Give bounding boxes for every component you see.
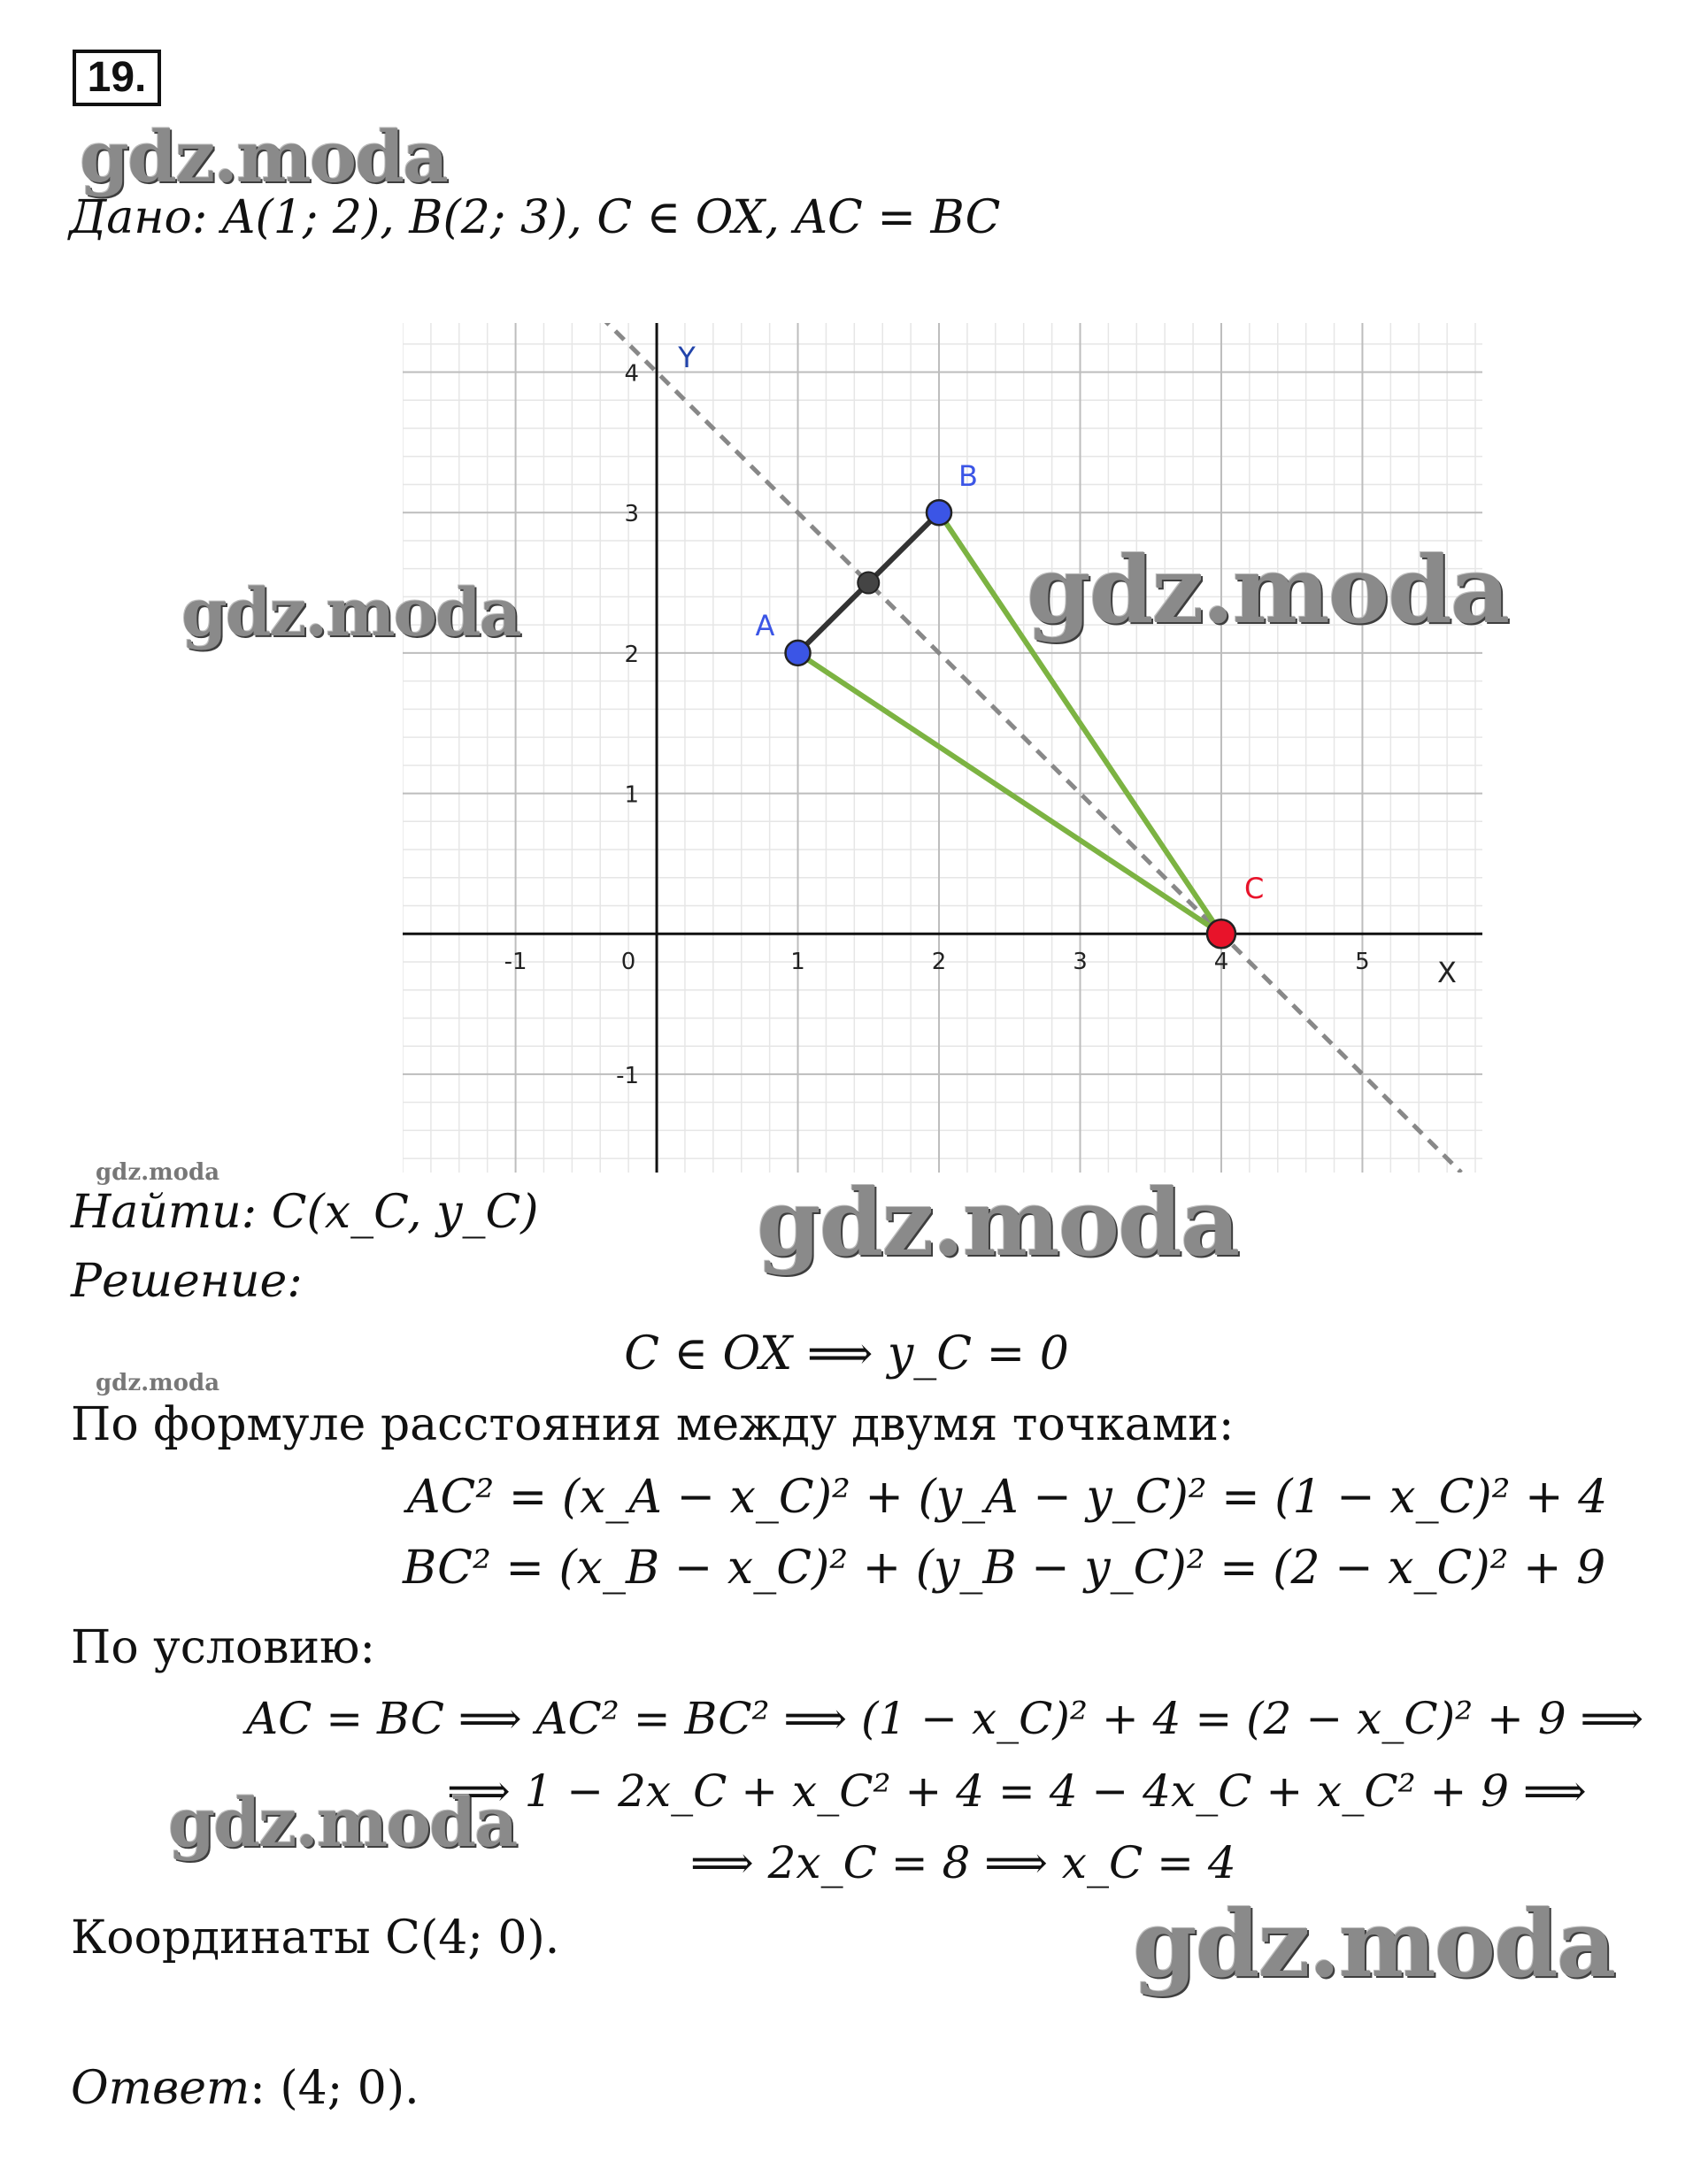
formula-label: По формуле расстояния между двумя точками:: [71, 1398, 1235, 1451]
y-tick-label: 2: [624, 641, 640, 668]
find-label: Найти: [71, 1186, 242, 1239]
watermark: gdz.moda: [757, 1168, 1239, 1277]
y-tick-label: 4: [624, 360, 640, 388]
x-tick-label: 2: [931, 949, 947, 976]
watermark: gdz.moda: [1133, 1889, 1615, 1998]
y-axis-label: Y: [678, 341, 696, 374]
equation-step-2: ⟹ 1 − 2x_C + x_C² + 4 = 4 − 4x_C + x_C² + 9 ⟹: [447, 1765, 1587, 1817]
point-label-c: C: [1243, 872, 1265, 906]
x-tick-label: -1: [504, 949, 527, 976]
watermark: gdz.moda: [1027, 535, 1509, 644]
point-label-b: B: [958, 459, 978, 494]
answer-label: Ответ: [71, 2062, 250, 2115]
solution-label: Решение:: [71, 1255, 303, 1308]
condition-label: По условию:: [71, 1621, 375, 1674]
watermark: gdz.moda: [96, 1159, 220, 1186]
point-c: [1207, 919, 1235, 948]
watermark: gdz.moda: [80, 115, 447, 198]
problem-number: 19.: [73, 50, 161, 106]
x-axis-label: X: [1437, 956, 1457, 990]
coordinates-result: Координаты C(4; 0).: [71, 1911, 560, 1965]
x-tick-label: 5: [1355, 949, 1370, 976]
point-b: [927, 500, 951, 525]
given-line: [69, 191, 1000, 244]
y-tick-label: 1: [624, 781, 640, 809]
watermark: gdz.moda: [96, 1370, 220, 1396]
equation-step-3: ⟹ 2x_C = 8 ⟹ x_C = 4: [690, 1837, 1236, 1888]
x-tick-label: 0: [620, 949, 636, 976]
perpendicular-bisector-line: [600, 323, 1461, 1173]
y-tick-label: -1: [616, 1062, 640, 1089]
answer-value: : (4; 0).: [250, 2062, 419, 2115]
x-tick-label: 3: [1073, 949, 1088, 976]
x-tick-label: 1: [790, 949, 805, 976]
x-tick-label: 4: [1213, 949, 1229, 976]
y-tick-label: 3: [624, 501, 640, 528]
equation-ac-squared: AC² = (x_A − x_C)² + (y_A − y_C)² = (1 − x_C)² + 4: [407, 1471, 1608, 1524]
answer-line: [71, 2062, 419, 2115]
watermark: gdz.moda: [181, 575, 520, 651]
point-label-a: A: [755, 608, 775, 642]
equation-step-1: AC = BC ⟹ AC² = BC² ⟹ (1 − x_C)² + 4 = (2 − x_C)² + 9 ⟹: [246, 1693, 1644, 1744]
given-label: Дано: [69, 191, 192, 244]
find-expr: : C(x_C, y_C): [241, 1186, 539, 1239]
coordinate-plane-chart: [403, 323, 1482, 1173]
given-condition: : A(1; 2), B(2; 3), C ∈ OX, AC = BC: [191, 191, 1001, 244]
midpoint-ab: [858, 573, 879, 594]
find-line: [71, 1186, 539, 1239]
watermark: gdz.moda: [168, 1783, 517, 1862]
step-y-zero: C ∈ OX ⟹ y_C = 0: [624, 1327, 1069, 1380]
point-a: [786, 641, 811, 665]
equation-bc-squared: BC² = (x_B − x_C)² + (y_B − y_C)² = (2 − x_C)² + 9: [403, 1542, 1606, 1595]
